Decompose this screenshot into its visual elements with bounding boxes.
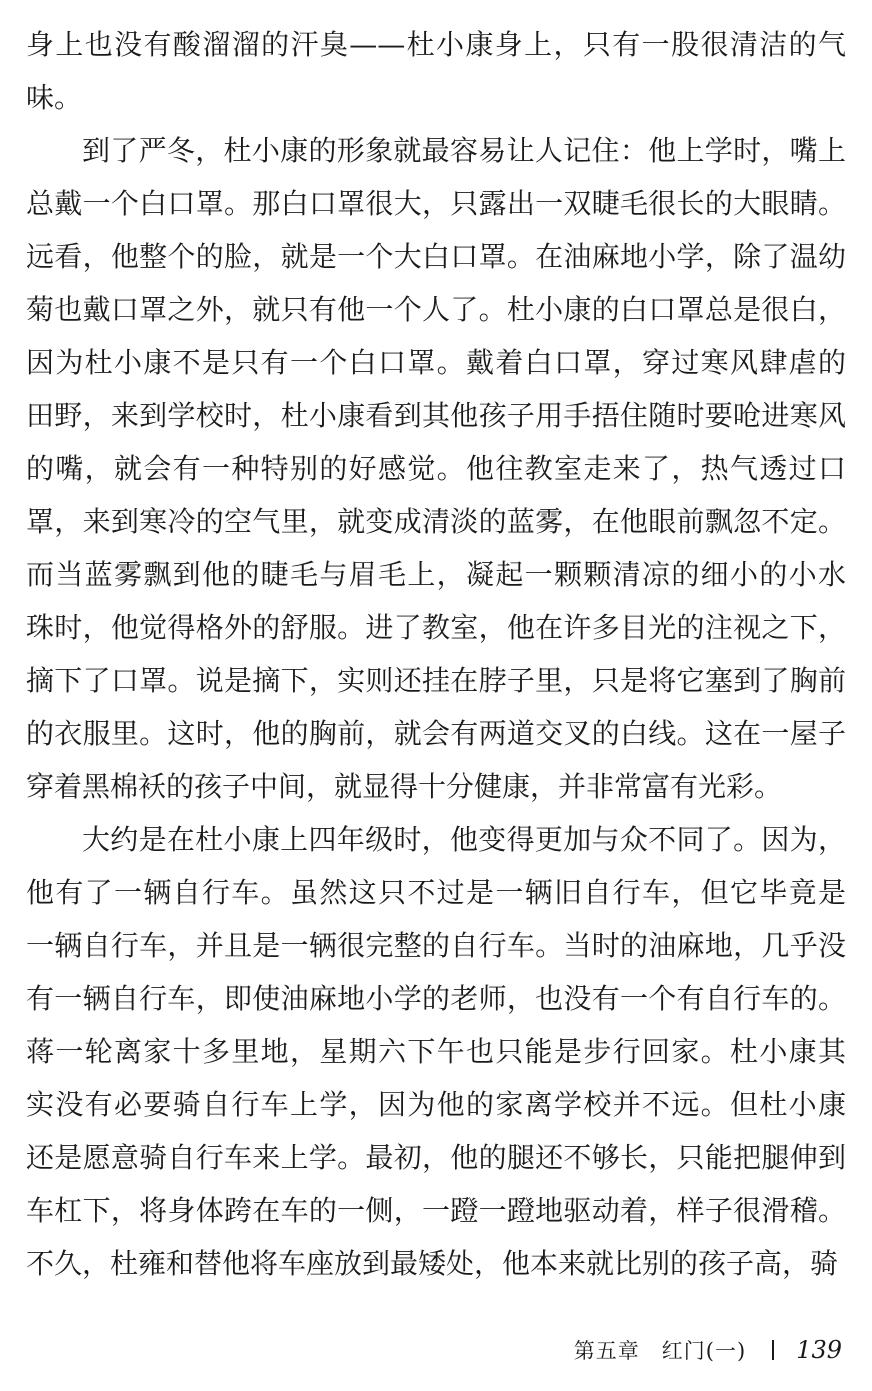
page-footer — [574, 1330, 842, 1370]
paragraph — [26, 124, 846, 813]
text-line: 蒋一轮离家十多里地，星期六下午也只能是步行回家。杜小康其 — [26, 1035, 846, 1068]
text-line: 还是愿意骑自行车来上学。最初，他的腿还不够长，只能把腿伸到 — [26, 1141, 846, 1174]
text-line: 大约是在杜小康上四年级时，他变得更加与众不同了。因为， — [82, 823, 846, 856]
page-number: 139 — [796, 1336, 842, 1364]
chapter-title: 第五章 红门(一) — [573, 1339, 747, 1363]
text-line: 不久，杜雍和替他将车座放到最矮处，他本来就比别的孩子高，骑 — [26, 1247, 839, 1280]
text-line: 穿着黑棉袄的孩子中间，就显得十分健康，并非常富有光彩。 — [26, 770, 783, 803]
text-line: 而当蓝雾飘到他的睫毛与眉毛上，凝起一颗颗清凉的细小的小水 — [26, 558, 846, 591]
text-line: 珠时，他觉得格外的舒服。进了教室，他在许多目光的注视之下， — [26, 611, 846, 644]
text-line: 田野，来到学校时，杜小康看到其他孩子用手捂住随时要呛进寒风 — [26, 399, 846, 432]
text-line: 身上也没有酸溜溜的汗臭——杜小康身上，只有一股很清洁的气 — [26, 28, 846, 61]
text-line: 的衣服里。这时，他的胸前，就会有两道交叉的白线。这在一屋子 — [26, 717, 846, 750]
text-line: 味。 — [26, 81, 83, 114]
text-line: 总戴一个白口罩。那白口罩很大，只露出一双睫毛很长的大眼睛。 — [26, 187, 846, 220]
text-line: 车杠下，将身体跨在车的一侧，一蹬一蹬地驱动着，样子很滑稽。 — [26, 1194, 846, 1227]
text-line: 到了严冬，杜小康的形象就最容易让人记住：他上学时，嘴上 — [82, 134, 846, 167]
text-line: 一辆自行车，并且是一辆很完整的自行车。当时的油麻地，几乎没 — [26, 929, 846, 962]
text-line: 摘下了口罩。说是摘下，实则还挂在脖子里，只是将它塞到了胸前 — [26, 664, 846, 697]
footer-separator — [772, 1340, 774, 1360]
text-line: 他有了一辆自行车。虽然这只不过是一辆旧自行车，但它毕竟是 — [26, 876, 846, 909]
text-line: 菊也戴口罩之外，就只有他一个人了。杜小康的白口罩总是很白， — [26, 293, 846, 326]
text-line: 有一辆自行车，即使油麻地小学的老师，也没有一个有自行车的。 — [26, 982, 846, 1015]
text-line: 罩，来到寒冷的空气里，就变成清淡的蓝雾，在他眼前飘忽不定。 — [26, 505, 846, 538]
text-line: 远看，他整个的脸，就是一个大白口罩。在油麻地小学，除了温幼 — [26, 240, 846, 273]
body-text — [26, 18, 846, 1290]
text-line: 的嘴，就会有一种特别的好感觉。他往教室走来了，热气透过口 — [26, 452, 846, 485]
text-line: 实没有必要骑自行车上学，因为他的家离学校并不远。但杜小康 — [26, 1088, 846, 1121]
paragraph — [26, 18, 846, 124]
paragraph — [26, 813, 846, 1290]
text-line: 因为杜小康不是只有一个白口罩。戴着白口罩，穿过寒风肆虐的 — [26, 346, 846, 379]
